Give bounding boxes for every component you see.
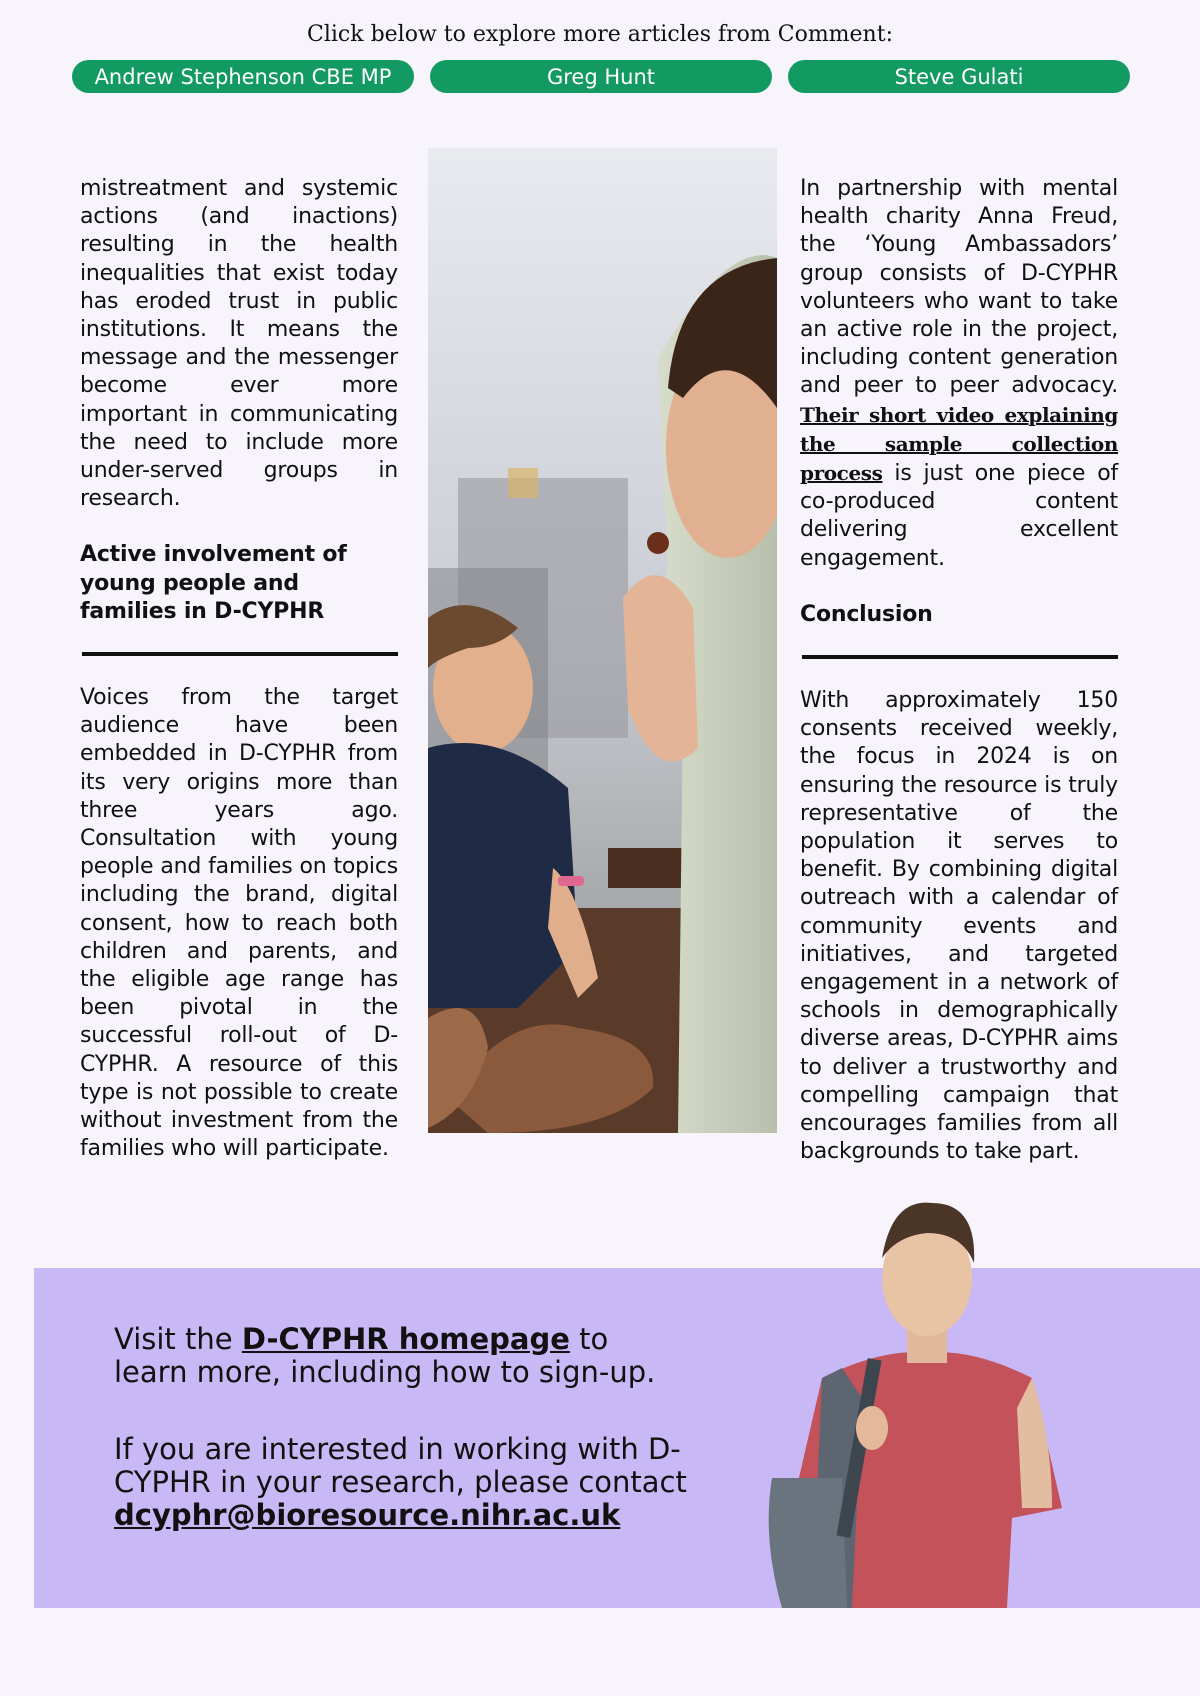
dcyphr-homepage-link[interactable]: D-CYPHR homepage: [241, 1322, 570, 1356]
section-divider: [802, 655, 1118, 659]
contact-email-link[interactable]: dcyphr@bioresource.nihr.ac.uk: [114, 1498, 621, 1532]
article-link-steve-gulati[interactable]: Steve Gulati: [788, 60, 1130, 93]
co-produced-content-text: is just one piece of co-produced content delivering excellent engagement.: [800, 461, 1118, 571]
contact-cta-text: [114, 1433, 714, 1532]
partnership-text: In partnership with mental health charity Anna Freud, the ‘Young Ambassadors’ group consists of D-CYPHR volunteers who want to take an active role in the project, including content generation and peer to peer advocacy.: [800, 176, 1118, 399]
left-paragraph-1: mistreatment and systemic actions (and inactions) resulting in the health inequalities that exist today has eroded trust in public institutions. It means the message and the messenger become ever more important in communicating the need to include more under-served groups in research.: [80, 176, 398, 512]
article-link-greg-hunt[interactable]: Greg Hunt: [430, 60, 772, 93]
section-heading-active-involvement: Active involvement of young people and families in D-CYPHR: [80, 542, 347, 624]
left-column: [80, 175, 398, 1164]
right-column: [800, 175, 1118, 1167]
article-link-andrew-stephenson[interactable]: Andrew Stephenson CBE MP: [72, 60, 414, 93]
right-paragraph-2: With approximately 150 consents received weekly, the focus in 2024 is on ensuring the resource is truly representative of the population it serves to benefit. By combining digital outreach with a calendar of community events and initiatives, and targeted engagement in a network of schools in demographically diverse areas, D-CYPHR aims to deliver a trustworthy and compelling campaign that encourages families from all backgrounds to take part.: [800, 688, 1118, 1165]
contact-cta-line: If you are interested in working with D-CYPHR in your research, please contact: [114, 1432, 687, 1499]
section-heading-conclusion: Conclusion: [800, 601, 933, 627]
homepage-cta-suffix: to learn more, including how to sign-up.: [114, 1322, 656, 1389]
children-eating-chocolate-photo: [428, 148, 777, 1133]
explore-articles-text: Click below to explore more articles from Comment:: [307, 22, 893, 47]
sample-collection-video-link[interactable]: Their short video explaining the sample collection process: [800, 402, 1118, 486]
left-paragraph-2: Voices from the target audience have been embedded in D-CYPHR from its very origins more than three years ago. Consultation with young people and families on topics including the brand, digital consent, how to reach both children and parents, and the eligible age range has been pivotal in the successful roll-out of D-CYPHR. A resource of this type is not possible to create without investment from the families who will participate.: [80, 685, 398, 1162]
section-divider: [82, 652, 398, 656]
teenager-with-backpack-photo: [752, 1178, 1102, 1608]
homepage-cta-prefix: Visit the: [114, 1322, 233, 1356]
right-paragraph-1: [800, 175, 1118, 573]
homepage-cta-text: [114, 1323, 674, 1389]
